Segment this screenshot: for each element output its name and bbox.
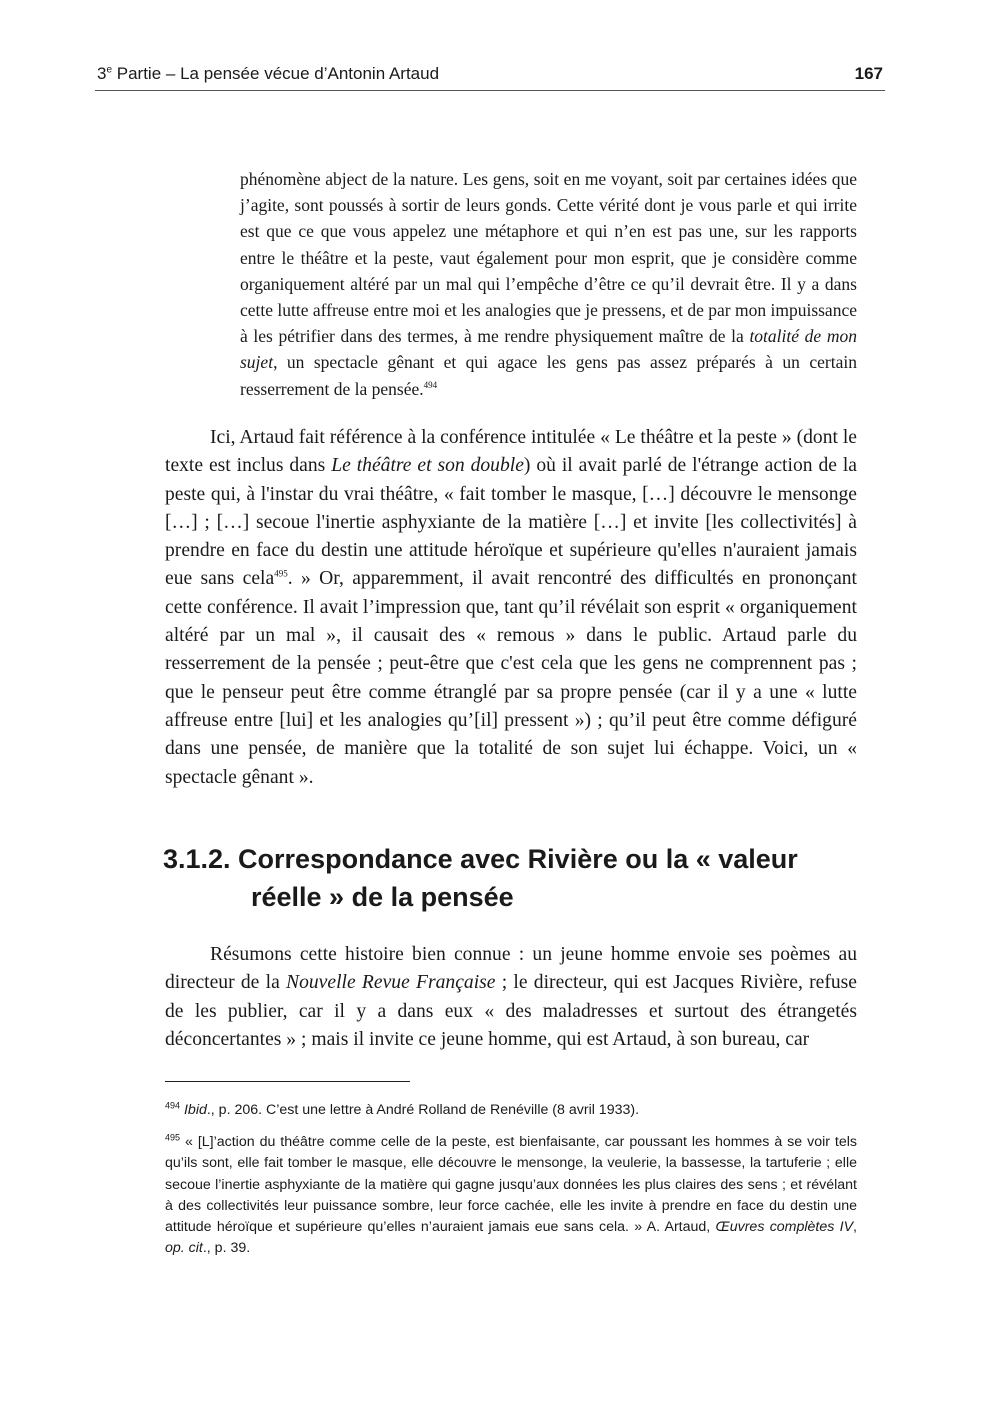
running-header xyxy=(95,58,885,91)
para1-italic: Le théâtre et son double xyxy=(331,455,524,477)
footnote-495-text-3: ., p. 39. xyxy=(202,1240,251,1257)
footnote-495-text-1: « [L]’action du théâtre comme celle de la peste, est bienfaisante, car poussant les hommes à se voir tels qu’ils sont, elle fait tomber le masque, elle découvre le mensonge, la veulerie, la bassesse, la tartuferie ; elle secoue l’inertie asphyxiante de la matière qui gagne jusqu’aux données les plus claires des sens ; et révélant à des collectivités leur puissance sombre, leur force cachée, elle les invite à prendre en face du destin une attitude héroïque et supérieure qu’elles n’auraient jamais eue sans cela. » A. Artaud, xyxy=(165,1134,857,1236)
footnote-495 xyxy=(165,1132,857,1260)
para1-text-3: . » Or, apparemment, il avait rencontré des difficultés en prononçant cette conférence. Il avait l’impression que, tant qu’il révélait son esprit « organiquement altéré par un mal », il causait des « remous » dans le public. Artaud parle du resserrement de la pensée ; peut-être que c'est cela que les gens ne comprennent pas ; que le penseur peut être comme étranglé par sa propre pensée (car il y a une « lutte affreuse entre [lui] et les analogies qu’[il] pressent ») ; qu’il peut être comme défiguré dans une pensée, de manière que la totalité de son sujet lui échappe. Voici, un « spectacle gênant ». xyxy=(165,568,858,788)
footnote-495-italic-2: op. cit xyxy=(165,1240,203,1257)
body-paragraph-2 xyxy=(165,941,857,1054)
footnote-495-number: 495 xyxy=(165,1132,181,1143)
footnote-495-italic-1: Œuvres complètes IV xyxy=(715,1219,854,1236)
body-paragraph-1 xyxy=(165,424,857,792)
footnote-494-text: ., p. 206. C’est une lettre à André Rolland de Renéville (8 avril 1933). xyxy=(206,1102,640,1118)
footnote-495-text-2: , xyxy=(853,1219,857,1236)
heading-line-1: 3.1.2. Correspondance avec Rivière ou la « valeur xyxy=(163,844,798,874)
header-title-text: Partie – La pensée vécue d’Antonin Artaud xyxy=(112,64,440,83)
quote-italic: totalité de mon sujet xyxy=(240,326,857,373)
header-part-sup: e xyxy=(106,64,113,76)
footnote-ref-495: 495 xyxy=(274,568,288,579)
para2-text-2: ; le directeur, qui est Jacques Rivière, refuse de les publier, car il y a dans eux « des maladresses et surtout des étrangetés déconcertantes » ; mais il invite ce jeune homme, qui est Artaud, à son bureau, car xyxy=(165,972,857,1050)
footnote-494-italic: Ibid xyxy=(183,1102,207,1118)
footnote-494-number: 494 xyxy=(165,1100,181,1111)
page-number: 167 xyxy=(854,64,883,83)
para2-text-1: Résumons cette histoire bien connue : un jeune homme envoie ses poèmes au directeur de la xyxy=(165,944,857,994)
quote-text-1: phénomène abject de la nature. Les gens, soit en me voyant, soit par certaines idées que j’agite, sont poussés à sortir de leurs gonds. Cette vérité dont je vous parle et qui irrite est que ce que vous appelez une métaphore et qui n’en est pas une, sur les rapports entre le théâtre et la peste, vaut également pour mon esprit, que je considère comme organiquement altéré par un mal qui l’empêche d’être ce qu’il devrait être. Il y a dans cette lutte affreuse entre moi et les analogies que je pressens, et de par mon impuissance à les pétrifier dans des termes, à me rendre physiquement maître de la xyxy=(240,169,857,347)
quote-text-2: , un spectacle gênant et qui agace les gens pas assez préparés à un certain resserrement de la pensée. xyxy=(240,352,857,399)
heading-line-2: réelle » de la pensée xyxy=(251,882,514,912)
footnote-ref-494: 494 xyxy=(423,379,438,390)
footnote-separator xyxy=(165,1081,410,1082)
para1-text-2: ) où il avait parlé de l'étrange action de la peste qui, à l'instar du vrai théâtre, « fait tomber le masque, […] découvre le mensonge […] ; […] secoue l'inertie asphyxiante de la matière […] et invite [les collectivités] à prendre en face du destin une attitude héroïque et supérieure qu'elles n'auraient jamais eue sans cela xyxy=(165,455,857,590)
section-heading xyxy=(163,840,863,916)
header-part-number: 3 xyxy=(97,64,107,83)
footnote-494 xyxy=(165,1100,857,1121)
para1-text-1: Ici, Artaud fait référence à la conférence intitulée « Le théâtre et la peste » (dont le texte est inclus dans xyxy=(165,427,857,477)
block-quote xyxy=(240,166,857,402)
header-title xyxy=(97,64,439,84)
para2-italic: Nouvelle Revue Française xyxy=(286,972,496,994)
